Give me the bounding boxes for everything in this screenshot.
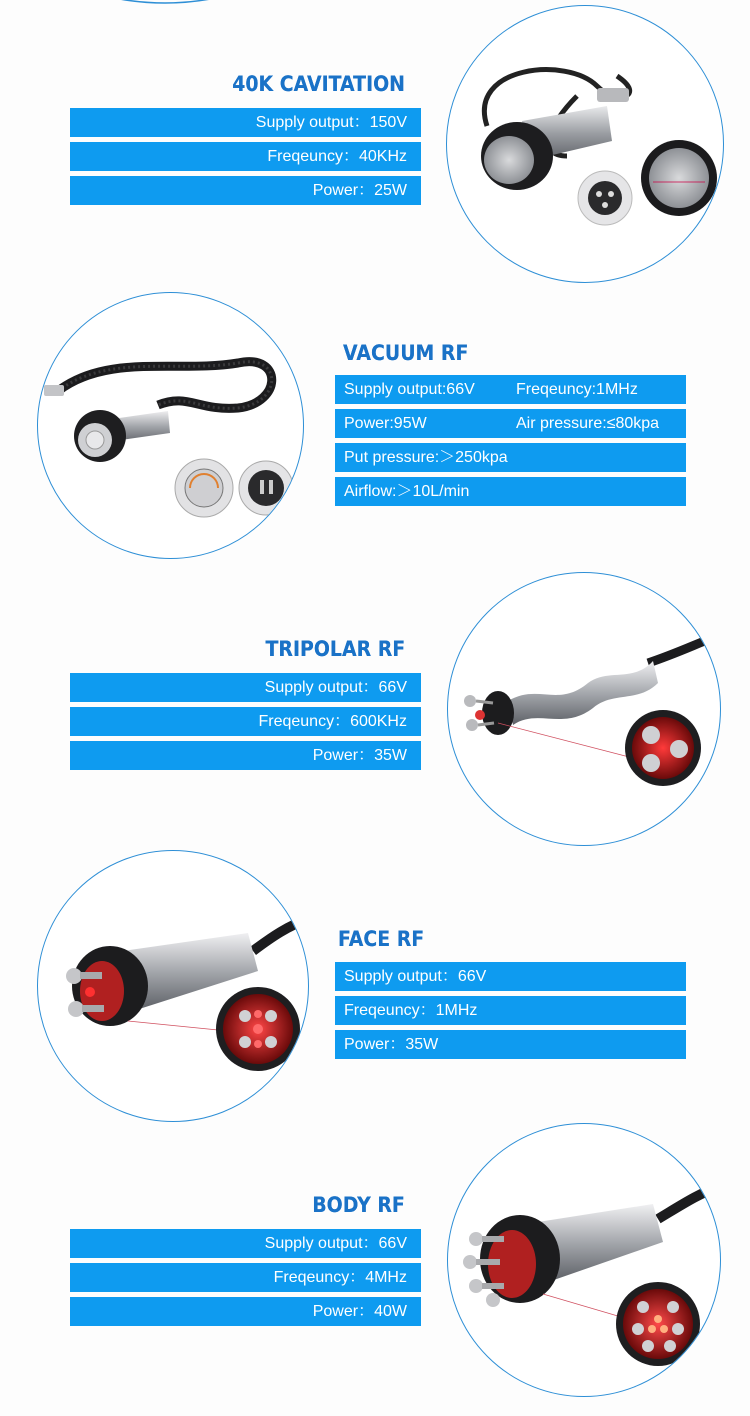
spec-list [335, 375, 686, 511]
spec-value: Supply output:66V [344, 381, 475, 398]
face-rf-handpiece-photo [37, 850, 309, 1122]
spec-row [335, 477, 686, 506]
spec-row: Freqeuncy：600KHz [70, 707, 421, 736]
spec-row: Freqeuncy：4MHz [70, 1263, 421, 1292]
spec-value: Air pressure:≤80kpa [516, 415, 660, 432]
spec-row: Supply output：66V [70, 1229, 421, 1258]
spec-row [335, 375, 686, 404]
vacuum-rf-handpiece-photo [37, 292, 304, 559]
spec-value: Put pressure:＞250kpa [344, 449, 508, 466]
section-cavitation [0, 0, 750, 290]
spec-list [70, 673, 421, 775]
cavitation-handpiece-illustration [447, 6, 723, 282]
spec-list [335, 962, 686, 1064]
section-title: VACUUM RF [343, 341, 469, 365]
section-face-rf [0, 850, 750, 1140]
spec-list [70, 108, 421, 210]
body-rf-handpiece-illustration [448, 1124, 720, 1396]
spec-row: Power：40W [70, 1297, 421, 1326]
vacuum-rf-handpiece-illustration [38, 293, 303, 558]
spec-row: Power：35W [335, 1030, 686, 1059]
section-body-rf [0, 1130, 750, 1416]
spec-row [335, 409, 686, 438]
face-rf-handpiece-illustration [38, 851, 308, 1121]
spec-row: Freqeuncy：40KHz [70, 142, 421, 171]
spec-row: Freqeuncy：1MHz [335, 996, 686, 1025]
spec-row [335, 443, 686, 472]
spec-value: Airflow:＞10L/min [344, 483, 470, 500]
spec-list [70, 1229, 421, 1331]
spec-value: Power:95W [344, 415, 427, 432]
spec-row: Power：25W [70, 176, 421, 205]
section-title: 40K CAVITATION [232, 72, 405, 96]
section-vacuum-rf [0, 290, 750, 575]
section-tripolar-rf [0, 570, 750, 855]
section-title: FACE RF [338, 927, 425, 951]
section-title: BODY RF [312, 1193, 405, 1217]
spec-row: Power：35W [70, 741, 421, 770]
section-title: TRIPOLAR RF [265, 637, 405, 661]
cavitation-handpiece-photo [446, 5, 724, 283]
spec-row: Supply output：66V [70, 673, 421, 702]
tripolar-rf-handpiece-illustration [448, 573, 720, 845]
spec-row: Supply output：66V [335, 962, 686, 991]
spec-value: Freqeuncy:1MHz [516, 381, 638, 398]
tripolar-rf-handpiece-photo [447, 572, 721, 846]
spec-row: Supply output：150V [70, 108, 421, 137]
body-rf-handpiece-photo [447, 1123, 721, 1397]
